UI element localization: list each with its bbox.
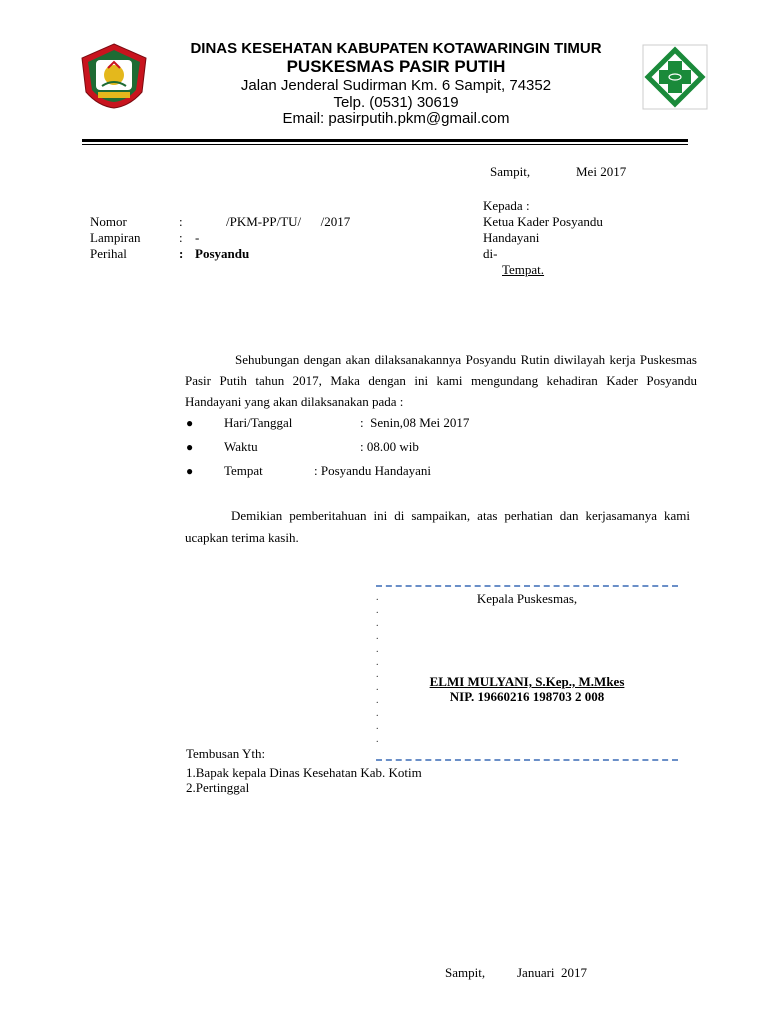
- recipient-line-4: Tempat.: [502, 262, 545, 277]
- tembusan-item-1: 1.Bapak kepala Dinas Kesehatan Kab. Kotim: [186, 765, 422, 780]
- nomor-label: Nomor: [90, 214, 127, 229]
- perihal-value: Posyandu: [195, 246, 250, 261]
- perihal-colon: :: [179, 246, 184, 261]
- lampiran-value: -: [195, 230, 200, 245]
- recipient-line-1: Ketua Kader Posyandu: [483, 214, 603, 229]
- address-line: Jalan Jenderal Sudirman Km. 6 Sampit, 74352: [240, 77, 552, 94]
- signature-title: Kepala Puskesmas,: [476, 591, 578, 606]
- date-city-bottom: Sampit,: [445, 965, 486, 980]
- bullet-icon: ●: [186, 464, 194, 478]
- nomor-colon: :: [179, 214, 183, 229]
- lampiran-label: Lampiran: [90, 230, 141, 245]
- recipient-line-3: di-: [483, 246, 498, 261]
- body-paragraph-1: Sehubungan dengan akan dilaksanakannya Posyandu Rutin diwilayah kerja Puskesmas Pasir Putih tahun 2017, Maka dengan ini kami mengundang kehadiran Kader Posyandu Handayani yang akan dilaksanakan pada :: [185, 352, 697, 409]
- perihal-label: Perihal: [90, 246, 127, 261]
- bullet-icon: ●: [186, 440, 194, 454]
- signature-name: ELMI MULYANI, S.Kep., M.Mkes: [429, 674, 625, 689]
- recipient-to-label: Kepada :: [483, 198, 530, 213]
- bullet-icon: ●: [186, 416, 194, 430]
- date-month-bottom: Januari 2017: [517, 965, 588, 980]
- body-paragraph-2: Demikian pemberitahuan ini di sampaikan, atas perhatian dan kerjasamanya kami ucapkan terima kasih.: [185, 508, 690, 545]
- signature-box-top-border: [376, 585, 678, 587]
- agency-name: DINAS KESEHATAN KABUPATEN KOTAWARINGIN TIMUR: [190, 40, 602, 57]
- header-rule-thick: [82, 139, 688, 142]
- item-label: Waktu: [224, 439, 258, 454]
- tembusan-item-2: 2.Pertinggal: [186, 780, 250, 795]
- item-value: : Posyandu Handayani: [314, 463, 431, 478]
- header-rule-thin: [82, 144, 688, 145]
- item-label: Hari/Tanggal: [224, 415, 293, 430]
- item-value: : Senin,08 Mei 2017: [360, 415, 470, 430]
- email-line: Email: pasirputih.pkm@gmail.com: [282, 110, 510, 127]
- item-label: Tempat: [224, 463, 263, 478]
- signature-box-bottom-border: [376, 759, 678, 761]
- nomor-value: /PKM-PP/TU/ /2017: [226, 214, 351, 229]
- date-city-top: Sampit,: [490, 164, 531, 179]
- signature-box-left-dots: . . . . . . . . . . . .: [376, 592, 379, 745]
- phone-line: Telp. (0531) 30619: [333, 94, 459, 111]
- signature-nip: NIP. 19660216 198703 2 008: [449, 689, 605, 704]
- item-value: : 08.00 wib: [360, 439, 419, 454]
- date-month-top: Mei 2017: [576, 164, 627, 179]
- clinic-name: PUSKESMAS PASIR PUTIH: [286, 57, 506, 76]
- puskesmas-cross-icon: [642, 44, 708, 110]
- tembusan-heading: Tembusan Yth:: [186, 746, 266, 761]
- recipient-line-2: Handayani: [483, 230, 540, 245]
- regency-crest-icon: [80, 42, 148, 110]
- lampiran-colon: :: [179, 230, 183, 245]
